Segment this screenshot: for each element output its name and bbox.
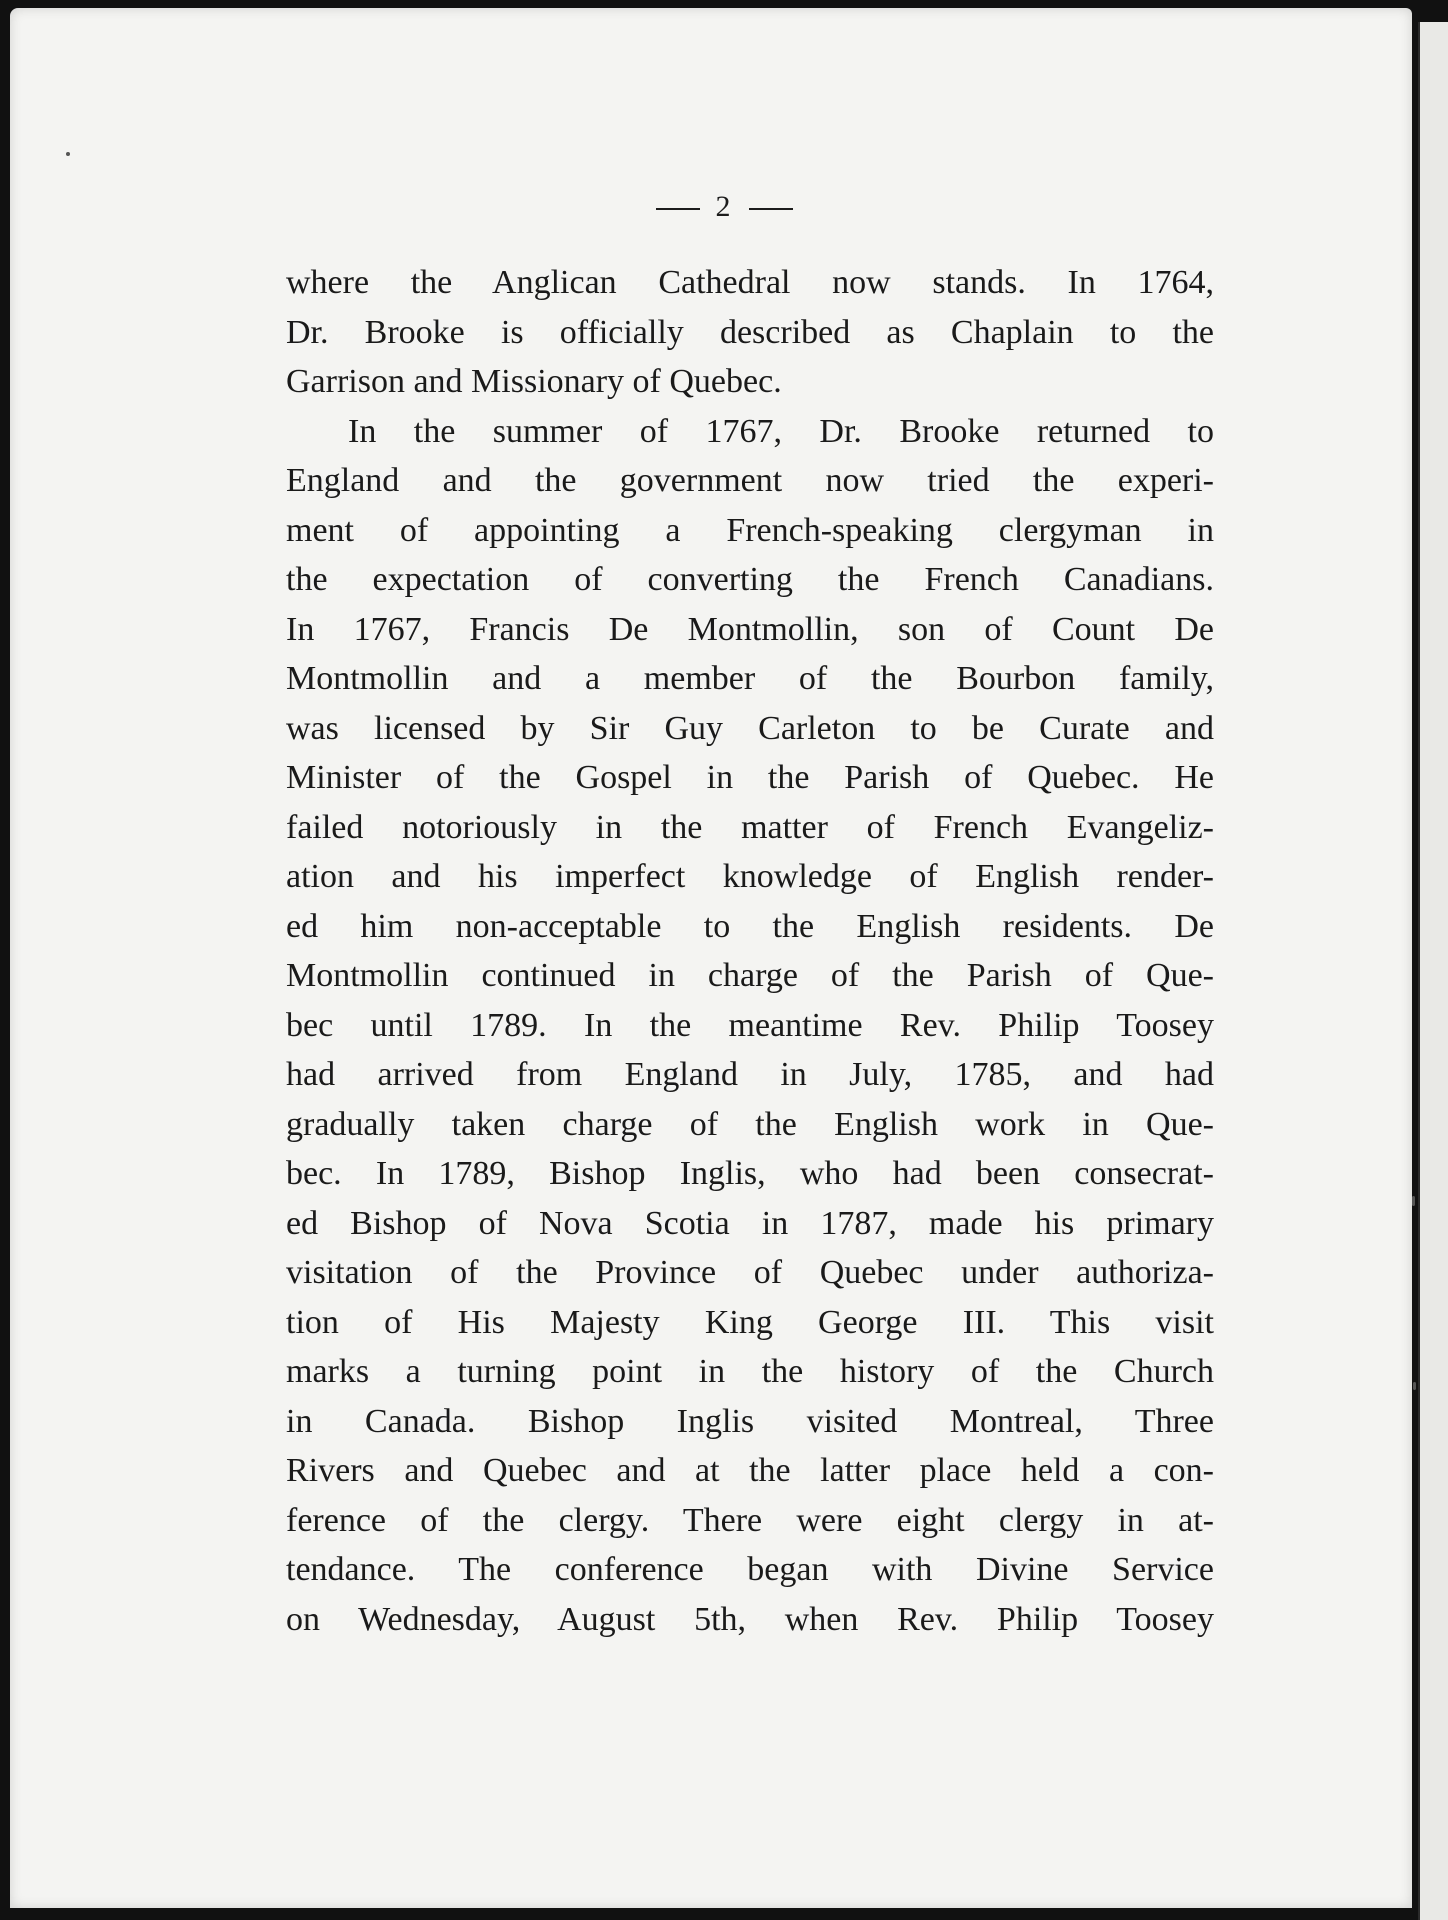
text-line: bec until 1789. In the meantime Rev. Philip Toosey xyxy=(286,1006,1214,1044)
text-line: Minister of the Gospel in the Parish of Quebec. He xyxy=(286,759,1214,796)
text-line: ment of appointing a French-speaking clergyman in xyxy=(286,511,1214,549)
text-line: tion of His Majesty King George III. This visit xyxy=(286,1303,1214,1341)
text-line: had arrived from England in July, 1785, and had xyxy=(286,1056,1214,1093)
page-number-right-dash xyxy=(749,208,793,210)
text-line: ation and his imperfect knowledge of English render- xyxy=(286,858,1214,895)
text-line: In the summer of 1767, Dr. Brooke returned to xyxy=(348,412,1214,450)
paragraph xyxy=(286,407,1214,1645)
text-line: Montmollin and a member of the Bourbon family, xyxy=(286,660,1214,697)
text-line: Rivers and Quebec and at the latter place held a con- xyxy=(286,1452,1214,1489)
text-line: gradually taken charge of the English work in Que- xyxy=(286,1105,1214,1143)
text-line: Garrison and Missionary of Quebec. xyxy=(286,363,782,400)
page-number-left-dash xyxy=(656,208,700,210)
text-line: ed Bishop of Nova Scotia in 1787, made his primary xyxy=(286,1204,1214,1242)
page-number-value: 2 xyxy=(715,190,733,223)
text-line: tendance. The conference began with Divine Service xyxy=(286,1551,1214,1588)
text-line: the expectation of converting the French Canadians. xyxy=(286,561,1214,598)
text-line: ed him non-acceptable to the English residents. De xyxy=(286,907,1214,945)
dust-speck xyxy=(66,152,70,156)
text-line: In 1767, Francis De Montmollin, son of Count De xyxy=(286,610,1214,648)
binding-mark xyxy=(1413,1382,1416,1390)
paragraph xyxy=(286,258,1214,407)
text-line: where the Anglican Cathedral now stands. In 1764, xyxy=(286,264,1214,301)
adjacent-page-edge xyxy=(1418,22,1448,1920)
text-line: visitation of the Province of Quebec under authoriza- xyxy=(286,1254,1214,1291)
body-text xyxy=(286,258,1214,1644)
text-line: in Canada. Bishop Inglis visited Montreal, Three xyxy=(286,1402,1214,1440)
text-line: England and the government now tried the experi- xyxy=(286,462,1214,499)
text-line: marks a turning point in the history of the Church xyxy=(286,1353,1214,1390)
text-line: failed notoriously in the matter of French Evangeliz- xyxy=(286,808,1214,846)
text-line: ference of the clergy. There were eight clergy in at- xyxy=(286,1501,1214,1539)
binding-mark xyxy=(1412,1196,1415,1206)
text-line: on Wednesday, August 5th, when Rev. Philip Toosey xyxy=(286,1600,1214,1638)
text-line: was licensed by Sir Guy Carleton to be Curate and xyxy=(286,709,1214,747)
page-number xyxy=(0,190,1448,224)
text-line: Montmollin continued in charge of the Parish of Que- xyxy=(286,957,1214,994)
text-line: Dr. Brooke is officially described as Chaplain to the xyxy=(286,313,1214,351)
text-line: bec. In 1789, Bishop Inglis, who had been consecrat- xyxy=(286,1155,1214,1192)
